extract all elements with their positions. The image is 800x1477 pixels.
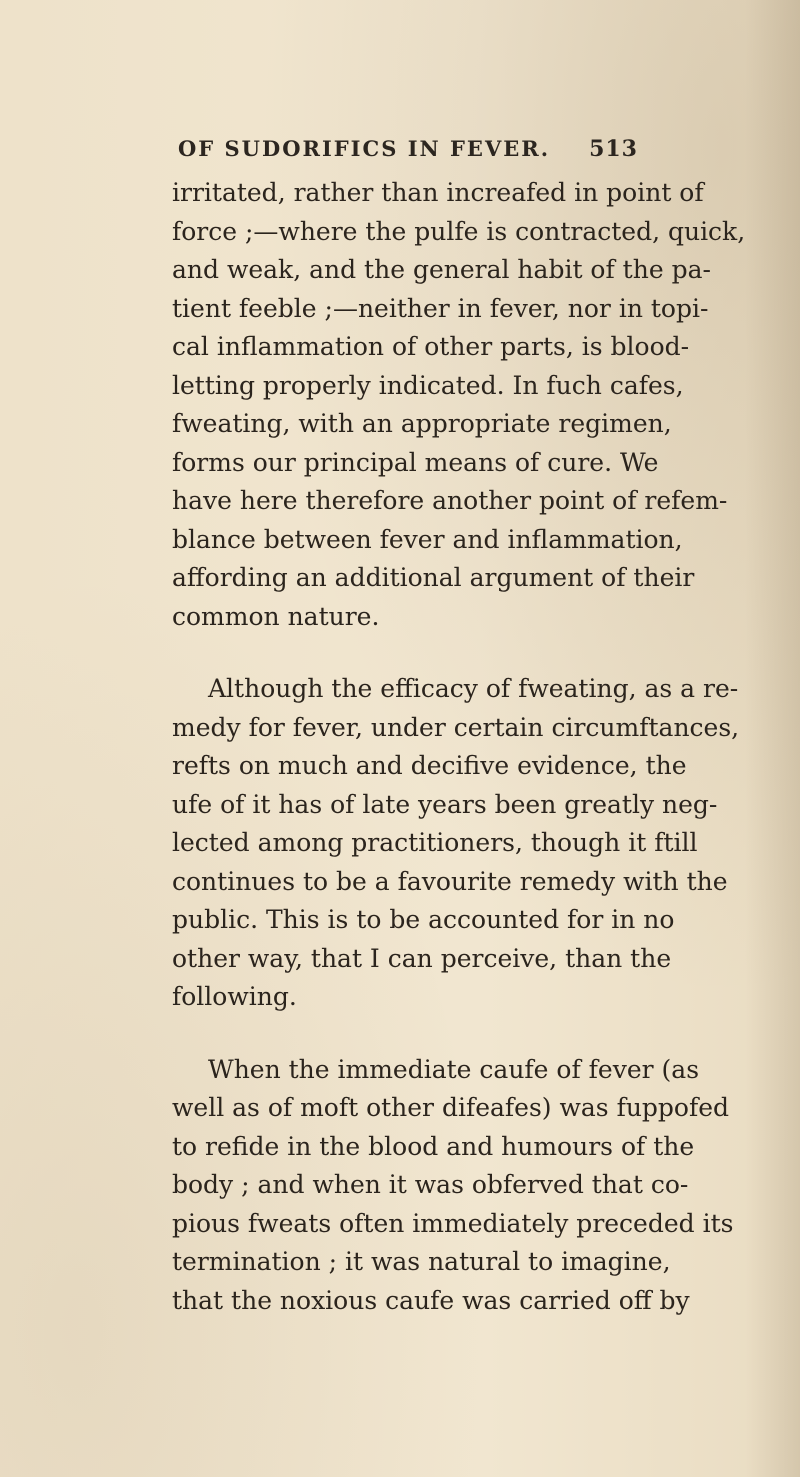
text-line: that the noxious caufe was carried off by xyxy=(172,1285,690,1315)
text-line: ufe of it has of late years been greatly neg- xyxy=(172,789,718,819)
paragraph-2 xyxy=(172,670,740,1017)
text-line: have here therefore another point of refem- xyxy=(172,486,728,515)
text-line: common nature. xyxy=(172,601,380,631)
text-line: continues to be a favourite remedy with the xyxy=(172,866,728,896)
text-line: force ;—where the pulfe is contracted, quick, xyxy=(172,216,746,246)
text-line: public. This is to be accounted for in no xyxy=(172,905,675,934)
page-edge-shadow xyxy=(745,0,800,1477)
page-header xyxy=(178,136,638,176)
text-line: blance between fever and inflammation, xyxy=(172,524,683,554)
text-line: When the immediate caufe of fever (as xyxy=(208,1054,700,1084)
paragraph-3 xyxy=(172,1051,734,1321)
page-number: 513 xyxy=(589,136,638,162)
text-line: refts on much and decifive evidence, the xyxy=(172,751,687,780)
text-line: other way, that I can perceive, than the xyxy=(172,943,672,973)
paragraph-gap xyxy=(172,1017,652,1051)
text-line: cal inflammation of other parts, is blood- xyxy=(172,332,690,361)
text-line: medy for fever, under certain circumftances, xyxy=(172,712,740,742)
text-line: pious fweats often immediately preceded its xyxy=(172,1208,734,1238)
text-line: irritated, rather than increafed in point of xyxy=(172,178,704,207)
running-head: OF SUDORIFICS IN FEVER. xyxy=(178,136,551,161)
text-line: Although the efficacy of fweating, as a re- xyxy=(208,674,739,703)
text-line: tient feeble ;—neither in fever, nor in topi- xyxy=(172,293,709,323)
text-line: following. xyxy=(172,982,297,1011)
text-line: fweating, with an appropriate regimen, xyxy=(172,409,672,438)
text-line: letting properly indicated. In fuch cafes, xyxy=(172,370,684,400)
paragraph-1 xyxy=(172,174,746,636)
text-line: affording an additional argument of their xyxy=(172,563,695,592)
text-line: to refide in the blood and humours of the xyxy=(172,1131,695,1161)
text-line: termination ; it was natural to imagine, xyxy=(172,1247,671,1276)
text-line: and weak, and the general habit of the pa- xyxy=(172,255,711,284)
body-text xyxy=(172,174,746,1320)
text-line: body ; and when it was obferved that co- xyxy=(172,1170,689,1199)
text-line: forms our principal means of cure. We xyxy=(172,447,659,477)
paragraph-gap xyxy=(172,636,652,670)
text-line: lected among practitioners, though it ftill xyxy=(172,828,698,857)
text-line: well as of moft other difeafes) was fuppofed xyxy=(172,1093,730,1122)
